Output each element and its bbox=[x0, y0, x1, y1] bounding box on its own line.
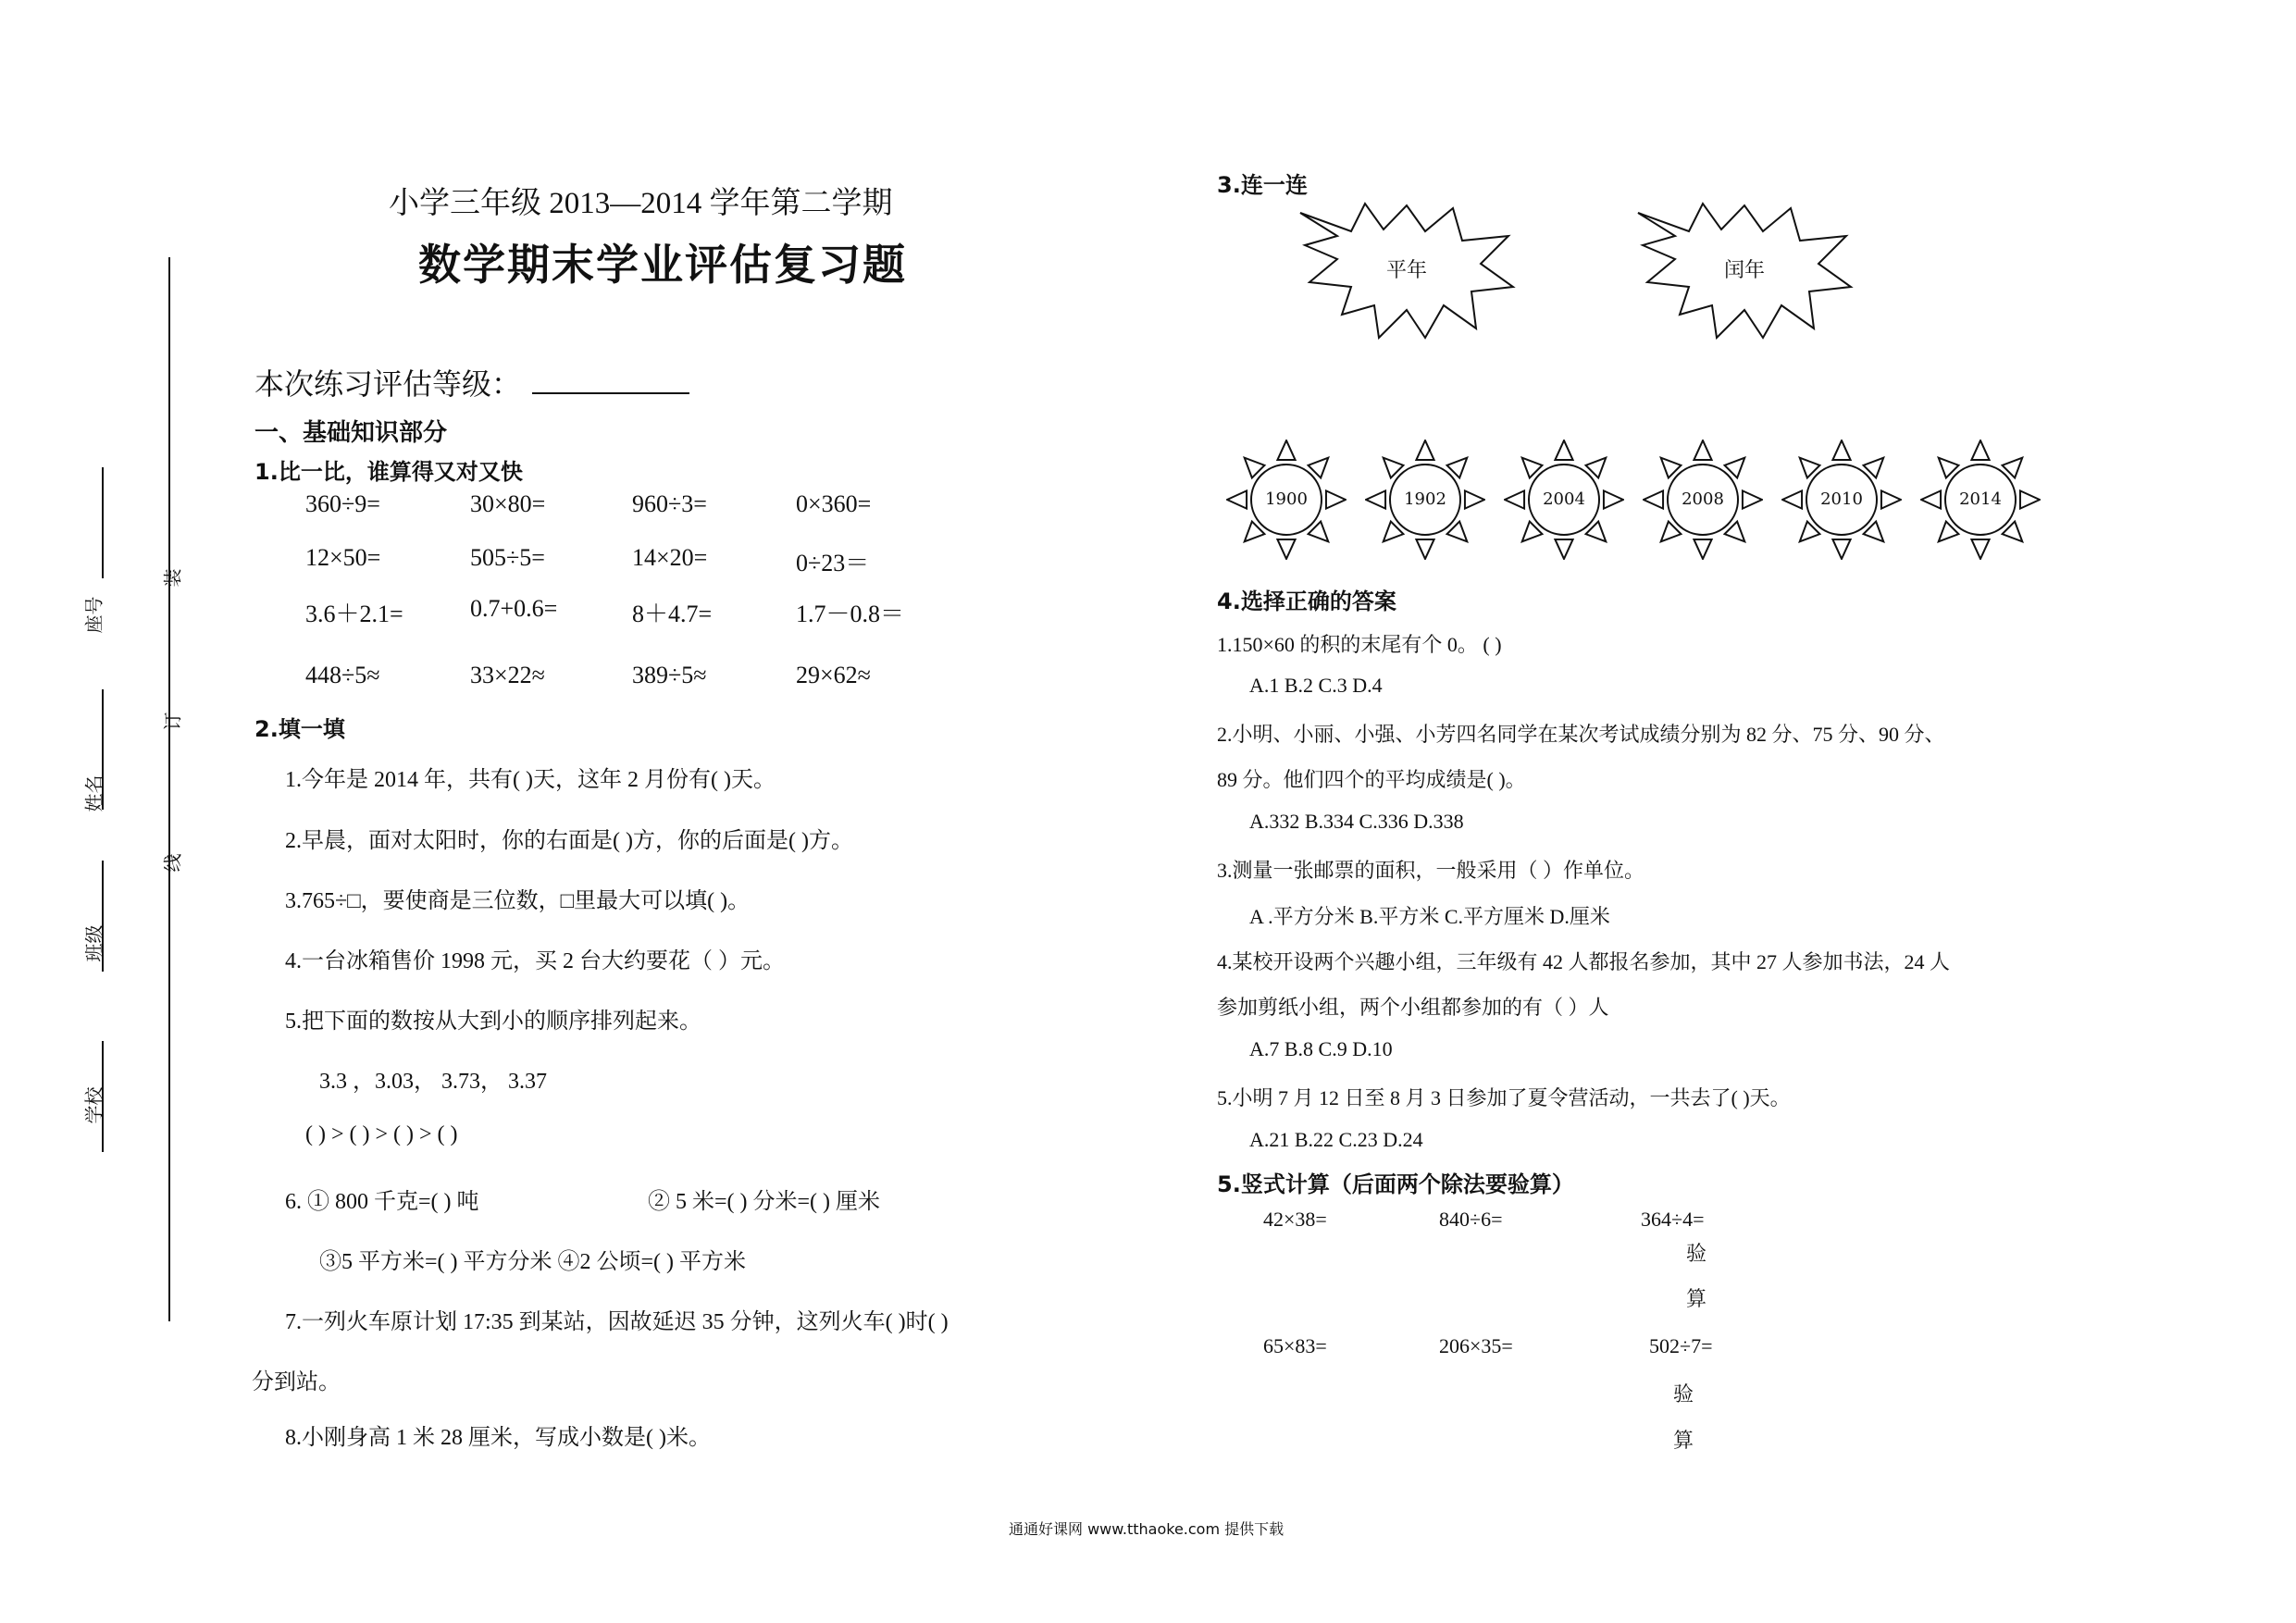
q4-options: A.7 B.8 C.9 D.10 bbox=[1249, 1037, 1393, 1060]
binding-line bbox=[168, 257, 170, 1321]
year-sun bbox=[1781, 440, 1902, 560]
sun-year-label: 2014 bbox=[1959, 489, 2002, 509]
school-label: 学校 bbox=[82, 1086, 105, 1124]
calc-item: 0×360= bbox=[796, 490, 872, 517]
sun-year-label: 1900 bbox=[1265, 489, 1308, 509]
calc-item: 960÷3= bbox=[632, 490, 707, 517]
q2-item: 8.小刚身高 1 米 28 厘米，写成小数是( )米。 bbox=[285, 1426, 711, 1450]
seat-label: 座号 bbox=[82, 596, 105, 634]
q4-options: A.332 B.334 C.336 D.338 bbox=[1249, 810, 1464, 833]
bind-char-2: 订 bbox=[161, 712, 184, 731]
calc-item: 12×50= bbox=[305, 544, 381, 571]
q4-line: 5.小明 7 月 12 日至 8 月 3 日参加了夏令营活动，一共去了( )天。 bbox=[1217, 1086, 1791, 1109]
sun-year-label: 1902 bbox=[1404, 489, 1446, 509]
q3-title: 3.连一连 bbox=[1217, 172, 1308, 198]
bind-char-1: 装 bbox=[161, 568, 184, 588]
calc-item: 8＋4.7= bbox=[632, 601, 713, 627]
q2-item: 3.765÷□，要使商是三位数，□里最大可以填( )。 bbox=[285, 889, 751, 913]
year-sun bbox=[1920, 440, 2041, 560]
q2-item: 1.今年是 2014 年，共有( )天，这年 2 月份有( )天。 bbox=[285, 768, 776, 792]
q2-title: 2.填一填 bbox=[254, 716, 345, 742]
q2-item: 7.一列火车原计划 17:35 到某站，因故延迟 35 分钟，这列火车( )时( ) bbox=[285, 1310, 949, 1334]
section-heading: 一、基础知识部分 bbox=[254, 419, 448, 447]
calc-item: 30×80= bbox=[470, 490, 546, 517]
bind-char-3: 线 bbox=[161, 853, 184, 873]
check-label: 算 bbox=[1673, 1429, 1694, 1452]
burst-label: 平年 bbox=[1385, 259, 1427, 282]
q4-options: A.1 B.2 C.3 D.4 bbox=[1249, 674, 1383, 697]
q2-item: 6. ① 800 千克=( ) 吨 bbox=[285, 1190, 479, 1214]
footer-text: 通通好课网 www.tthaoke.com 提供下载 bbox=[1009, 1520, 1285, 1538]
q5-title: 5.竖式计算（后面两个除法要验算） bbox=[1217, 1171, 1574, 1197]
name-label: 姓名 bbox=[82, 774, 105, 812]
calc-item: 29×62≈ bbox=[796, 662, 871, 688]
class-label: 班级 bbox=[82, 924, 105, 962]
q4-line: 89 分。他们四个的平均成绩是( )。 bbox=[1217, 768, 1526, 791]
q2-numbers: 3.3 ，3.03， 3.73， 3.37 bbox=[319, 1070, 547, 1094]
exam-title: 数学期末学业评估复习题 bbox=[418, 240, 907, 290]
exam-subtitle: 小学三年级 2013—2014 学年第二学期 bbox=[389, 187, 893, 220]
q4-line: 3.测量一张邮票的面积，一般采用（ ）作单位。 bbox=[1217, 859, 1645, 882]
year-sun bbox=[1643, 440, 1763, 560]
calc-item: 33×22≈ bbox=[470, 662, 545, 688]
calc-item: 3.6＋2.1= bbox=[305, 601, 403, 627]
calc-item: 0.7+0.6= bbox=[470, 595, 558, 622]
q5-calc: 42×38= bbox=[1263, 1208, 1327, 1231]
calc-item: 14×20= bbox=[632, 544, 708, 571]
calc-item: 505÷5= bbox=[470, 544, 545, 571]
q2-item: 4.一台冰箱售价 1998 元，买 2 台大约要花（ ）元。 bbox=[285, 949, 785, 973]
q1-title: 1.比一比，谁算得又对又快 bbox=[254, 459, 523, 485]
grade-label: 本次练习评估等级： bbox=[254, 366, 522, 402]
calc-item: 0÷23＝ bbox=[796, 550, 870, 576]
q2-item: 分到站。 bbox=[252, 1370, 341, 1394]
q2-item: ③5 平方米=( ) 平方分米 ④2 公顷=( ) 平方米 bbox=[319, 1250, 747, 1274]
calc-item: 360÷9= bbox=[305, 490, 380, 517]
q5-calc: 364÷4= bbox=[1641, 1208, 1705, 1231]
calc-item: 389÷5≈ bbox=[632, 662, 707, 688]
q4-line: 4.某校开设两个兴趣小组，三年级有 42 人都报名参加，其中 27 人参加书法，24 人 bbox=[1217, 950, 1951, 973]
q4-line: 1.150×60 的积的末尾有个 0。 ( ) bbox=[1217, 633, 1502, 656]
q4-title: 4.选择正确的答案 bbox=[1217, 588, 1396, 614]
sun-year-label: 2004 bbox=[1543, 489, 1585, 509]
q2-item: 5.把下面的数按从大到小的顺序排列起来。 bbox=[285, 1010, 701, 1034]
q5-calc: 206×35= bbox=[1439, 1334, 1513, 1357]
burst-leap-year bbox=[1633, 194, 1855, 342]
check-label: 验 bbox=[1673, 1382, 1694, 1406]
calc-item: 448÷5≈ bbox=[305, 662, 380, 688]
year-sun bbox=[1226, 440, 1347, 560]
check-label: 算 bbox=[1686, 1287, 1707, 1310]
q2-item: ② 5 米=( ) 分米=( ) 厘米 bbox=[648, 1190, 881, 1214]
q2-order-blanks[interactable]: ( ) > ( ) > ( ) > ( ) bbox=[305, 1122, 458, 1146]
check-label: 验 bbox=[1686, 1242, 1707, 1265]
q4-options: A.21 B.22 C.23 D.24 bbox=[1249, 1128, 1423, 1151]
grade-blank[interactable] bbox=[532, 392, 689, 394]
q5-calc: 65×83= bbox=[1263, 1334, 1327, 1357]
seat-line bbox=[102, 467, 104, 578]
burst-label: 闰年 bbox=[1723, 259, 1765, 282]
calc-item: 1.7－0.8＝ bbox=[796, 601, 905, 627]
q4-line: 2.小明、小丽、小强、小芳四名同学在某次考试成绩分别为 82 分、75 分、90 分、 bbox=[1217, 723, 1945, 746]
burst-common-year bbox=[1296, 194, 1518, 342]
q5-calc: 502÷7= bbox=[1649, 1334, 1713, 1357]
year-sun bbox=[1365, 440, 1485, 560]
year-sun bbox=[1504, 440, 1624, 560]
q4-line: 参加剪纸小组，两个小组都参加的有（ ）人 bbox=[1217, 996, 1609, 1019]
sun-year-label: 2008 bbox=[1682, 489, 1724, 509]
q4-options: A .平方分米 B.平方米 C.平方厘米 D.厘米 bbox=[1249, 905, 1610, 928]
q2-item: 2.早晨，面对太阳时，你的右面是( )方，你的后面是( )方。 bbox=[285, 829, 853, 853]
q5-calc: 840÷6= bbox=[1439, 1208, 1503, 1231]
sun-year-label: 2010 bbox=[1820, 489, 1863, 509]
